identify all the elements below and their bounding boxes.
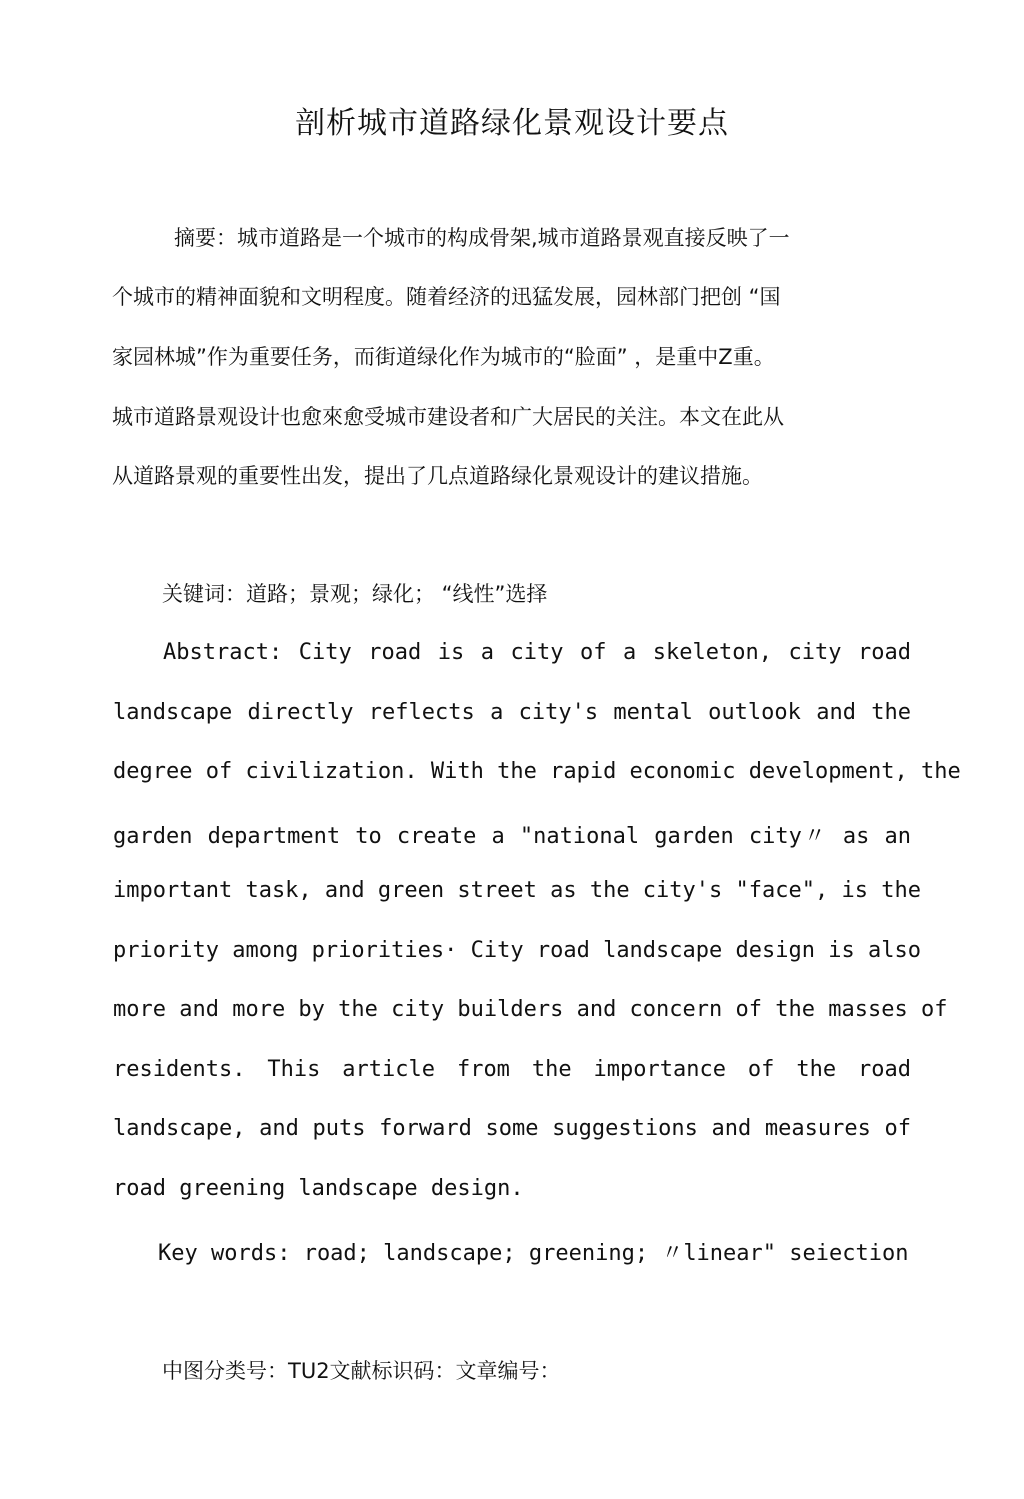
abstract-cn-line: 摘要：城市道路是一个城市的构成骨架,城市道路景观直接反映了一 [174,226,790,250]
abstract-en-line: more and more by the city builders and concern of the masses of [113,997,948,1022]
document-title: 剖析城市道路绿化景观设计要点 [295,106,729,141]
abstract-en-line: priority among priorities· City road landscape design is also [113,938,921,963]
abstract-en-line: Abstract: City road is a city of a skeleton, city road [163,640,911,665]
abstract-cn-line: 从道路景观的重要性出发，提出了几点道路绿化景观设计的建议措施。 [112,464,763,488]
keywords-cn: 关键词：道路；景观；绿化； “线性”选择 [162,582,548,606]
abstract-en-line: degree of civilization. With the rapid economic development, the [113,759,961,784]
keywords-en: Key words: road; landscape; greening; 〃linear" seiection [158,1241,909,1266]
abstract-cn-line: 个城市的精神面貌和文明程度。随着经济的迅猛发展，园林部门把创 “国 [112,285,781,309]
abstract-en-line: important task, and green street as the city's "face", is the [113,878,921,903]
abstract-en-line: road greening landscape design. [113,1176,524,1201]
classification-line: 中图分类号：TU2文献标识码：文章编号： [162,1359,561,1383]
abstract-cn-line: 家园林城”作为重要任务，而街道绿化作为城市的“脸面” ，是重中Z重。 [112,345,775,369]
abstract-en-line: landscape directly reflects a city's mental outlook and the [113,700,911,725]
abstract-en-line: garden department to create a "national garden city〃 as an [113,824,911,849]
abstract-en-line: landscape, and puts forward some suggestions and measures of [113,1116,911,1141]
abstract-cn-line: 城市道路景观设计也愈來愈受城市建设者和广大居民的关注。本文在此从 [112,405,784,429]
abstract-en-line: residents. This article from the importance of the road [113,1057,911,1082]
